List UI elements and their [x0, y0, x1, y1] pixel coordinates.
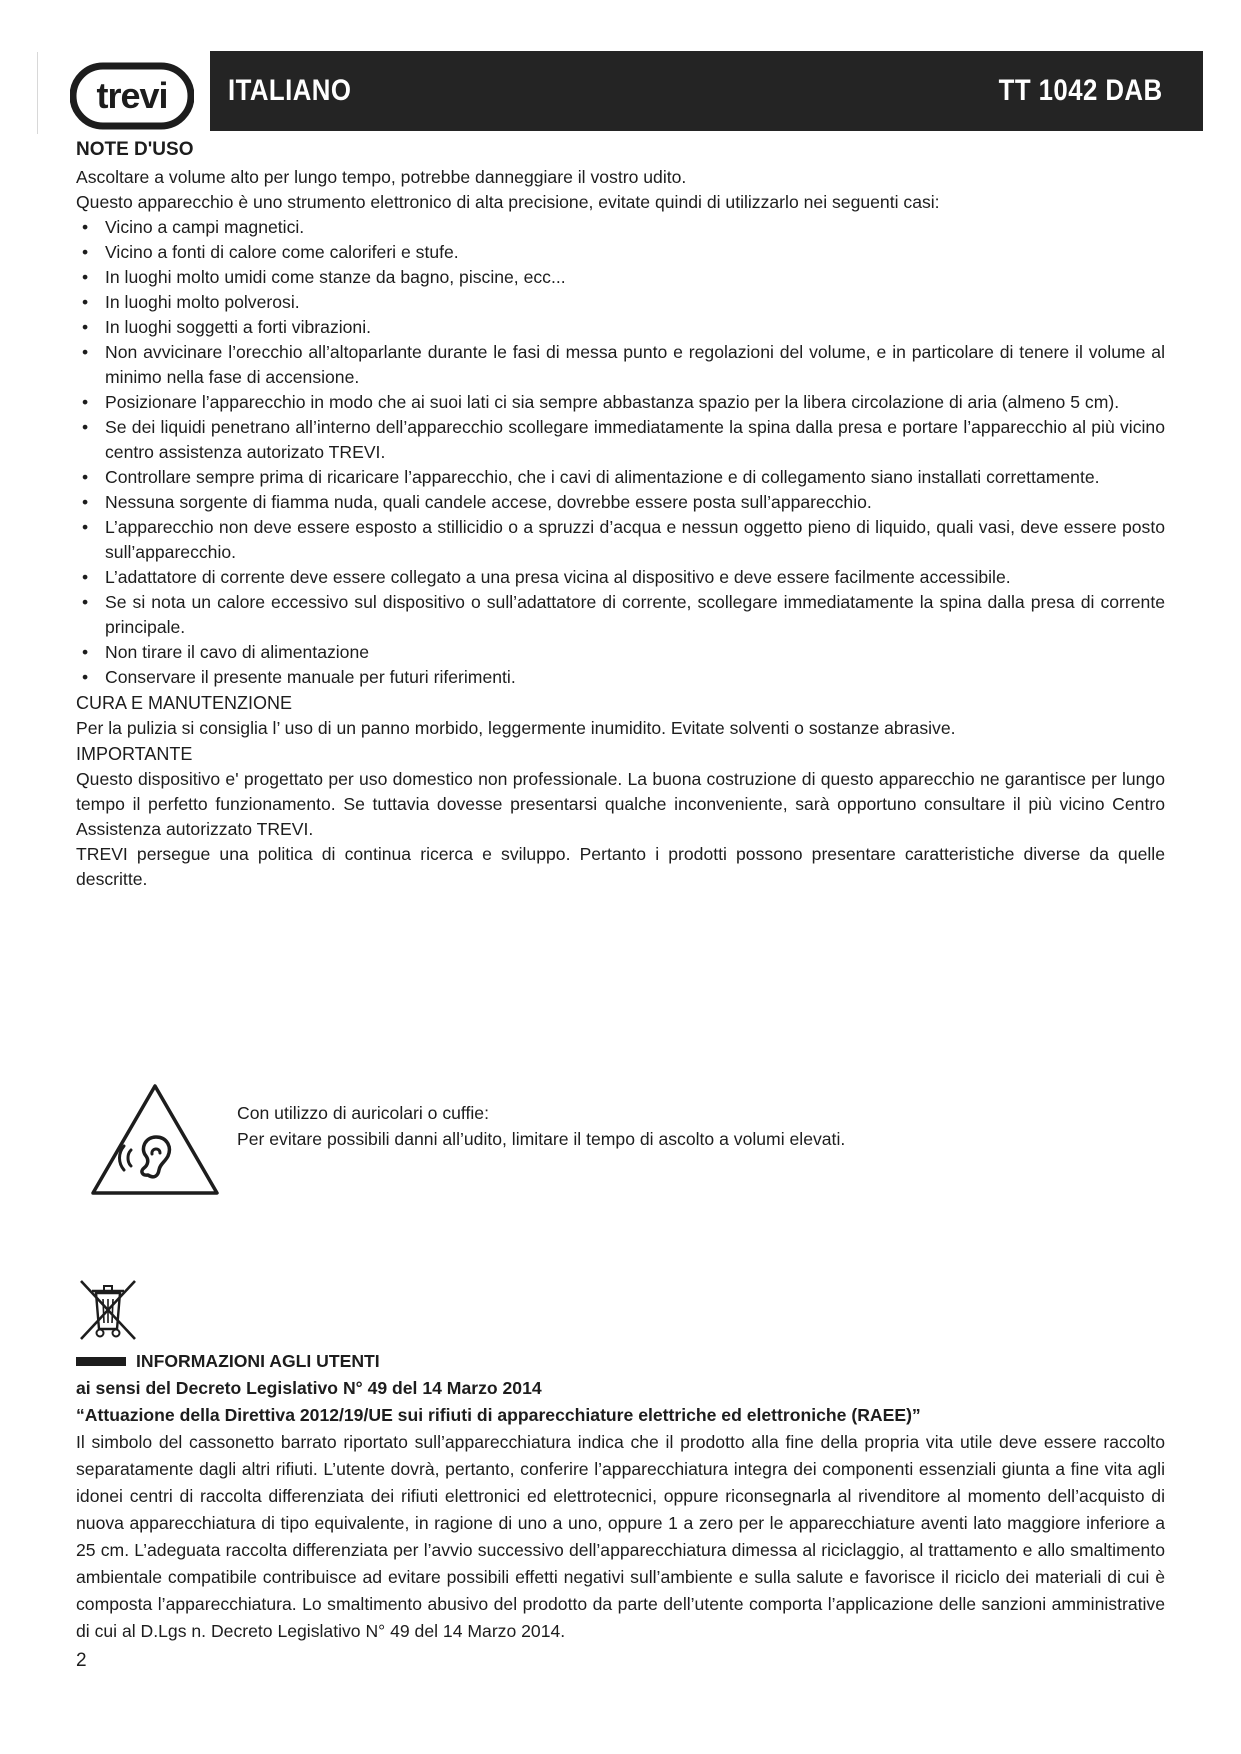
weee-subtitle-2: “Attuazione della Direttiva 2012/19/UE sui rifiuti di apparecchiature elettriche ed elettroniche (RAEE)”	[76, 1405, 921, 1425]
hearing-line-1: Con utilizzo di auricolari o cuffie:	[237, 1103, 489, 1123]
notes-list	[76, 215, 1165, 690]
list-item: • Vicino a fonti di calore come caloriferi e stufe.	[76, 240, 1165, 265]
weee-body: Il simbolo del cassonetto barrato riportato sull’apparecchiatura indica che il prodotto alla fine della propria vita utile deve essere raccolto separatamente dagli altri rifiuti. L’utente dovrà, pertanto, conferire l’apparecchiatura integra dei componenti essenziali giunta a fine vita agli idonei centri di raccolta differenziata dei rifiuti elettronici ed elettrotecnici, oppure riconsegnarla al rivenditore al momento dell’acquisto di nuova apparecchiatura di tipo equivalente, in ragione di uno a uno, oppure 1 a zero per le apparecchiature aventi lato maggiore inferiore a 25 cm. L’adeguata raccolta differenziata per l’avvio successivo dell’apparecchiatura dimessa al riciclaggio, al trattamento e allo smaltimento ambientale compatibile contribuisce ad evitare possibili effetti negativi sull’ambiente e sulla salute e favorisce il riciclo dei materiali di cui è composta l’apparecchiatura. Lo smaltimento abusivo del prodotto da parte dell’utente comporta l’applicazione delle sanzioni amministrative di cui al D.Lgs n. Decreto Legislativo N° 49 del 14 Marzo 2014.	[76, 1432, 1165, 1641]
weee-title	[76, 1348, 1165, 1375]
weee-title-text: INFORMAZIONI AGLI UTENTI	[136, 1351, 380, 1371]
important-paragraph-1: Questo dispositivo e' progettato per uso domestico non professionale. La buona costruzione di questo apparecchio ne garantisce per lungo tempo il perfetto funzionamento. Se tuttavia dovesse presentarsi qualche inconveniente, sarà opportuno consultare il più vicino Centro Assistenza autorizzato TREVI.	[76, 769, 1165, 839]
main-content	[76, 135, 1165, 892]
header-bar	[210, 51, 1203, 131]
list-item: • Non tirare il cavo di alimentazione	[76, 640, 1165, 665]
list-item: • Vicino a campi magnetici.	[76, 215, 1165, 240]
hearing-warning-text	[237, 1100, 1137, 1152]
important-title: IMPORTANTE	[76, 744, 193, 764]
list-item: • L’apparecchio non deve essere esposto a stillicidio o a spruzzi d’acqua e nessun oggetto pieno di liquido, quali vasi, deve essere posto sull’apparecchio.	[76, 515, 1165, 565]
model-label: TT 1042 DAB	[999, 74, 1163, 107]
title-bar-decoration	[76, 1357, 126, 1366]
trevi-logo	[70, 62, 194, 130]
page-number: 2	[76, 1650, 87, 1671]
logo-divider	[37, 52, 38, 134]
list-item: • L’adattatore di corrente deve essere collegato a una presa vicina al dispositivo e deve essere facilmente accessibile.	[76, 565, 1165, 590]
language-label: ITALIANO	[228, 74, 352, 107]
logo-text: trevi	[96, 75, 168, 116]
weee-information	[76, 1348, 1165, 1645]
crossed-bin-icon	[76, 1277, 140, 1343]
list-item: • In luoghi molto umidi come stanze da bagno, piscine, ecc...	[76, 265, 1165, 290]
list-item: • Posizionare l’apparecchio in modo che ai suoi lati ci sia sempre abbastanza spazio per la libera circolazione di aria (almeno 5 cm).	[76, 390, 1165, 415]
list-item: • Conservare il presente manuale per futuri riferimenti.	[76, 665, 1165, 690]
list-item: • Non avvicinare l’orecchio all’altoparlante durante le fasi di messa punto e regolazioni del volume, e in particolare di tenere il volume al minimo nella fase di accensione.	[76, 340, 1165, 390]
notes-title: NOTE D'USO	[76, 139, 194, 160]
list-item: • Se dei liquidi penetrano all’interno dell’apparecchio scollegare immediatamente la spina dalla presa e portare l’apparecchio al più vicino centro assistenza autorizato TREVI.	[76, 415, 1165, 465]
hearing-line-2: Per evitare possibili danni all’udito, limitare il tempo di ascolto a volumi elevati.	[237, 1129, 846, 1149]
list-item: • Controllare sempre prima di ricaricare l’apparecchio, che i cavi di alimentazione e di collegamento siano installati correttamente.	[76, 465, 1165, 490]
notes-intro-2: Questo apparecchio è uno strumento elettronico di alta precisione, evitate quindi di utilizzarlo nei seguenti casi:	[76, 192, 940, 212]
weee-subtitle-1: ai sensi del Decreto Legislativo N° 49 del 14 Marzo 2014	[76, 1378, 542, 1398]
list-item: • In luoghi molto polverosi.	[76, 290, 1165, 315]
hearing-warning-icon	[88, 1080, 222, 1198]
care-text: Per la pulizia si consiglia l’ uso di un panno morbido, leggermente inumidito. Evitate solventi o sostanze abrasive.	[76, 718, 956, 738]
care-title: CURA E MANUTENZIONE	[76, 693, 293, 713]
list-item: • Nessuna sorgente di fiamma nuda, quali candele accese, dovrebbe essere posta sull’apparecchio.	[76, 490, 1165, 515]
notes-intro-1: Ascoltare a volume alto per lungo tempo, potrebbe danneggiare il vostro udito.	[76, 167, 687, 187]
important-paragraph-2: TREVI persegue una politica di continua ricerca e sviluppo. Pertanto i prodotti possono presentare caratteristiche diverse da quelle descritte.	[76, 844, 1165, 889]
list-item: • In luoghi soggetti a forti vibrazioni.	[76, 315, 1165, 340]
list-item: • Se si nota un calore eccessivo sul dispositivo o sull’adattatore di corrente, scollegare immediatamente la spina dalla presa di corrente principale.	[76, 590, 1165, 640]
